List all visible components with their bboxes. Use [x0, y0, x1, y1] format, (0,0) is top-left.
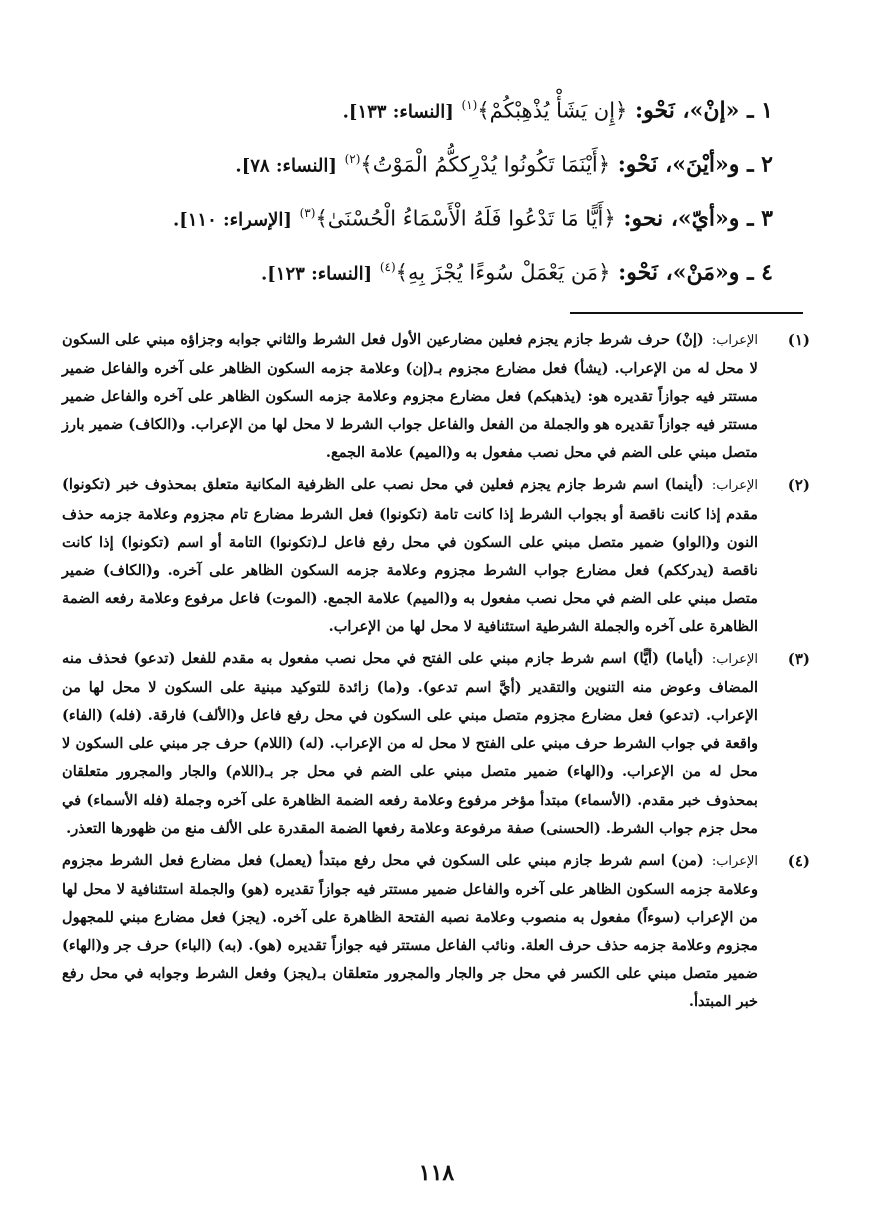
quran-verse: ﴿أَيْنَمَا تَكُونُوا يُدْرِككُّمُ الْمَوْتُ﴾: [360, 152, 611, 177]
example-word: و«أيْنَ»،: [665, 151, 740, 178]
example-nahw: نَحْو:: [618, 259, 658, 286]
example-nahw: نحو:: [623, 205, 664, 232]
example-number: ٢ ـ: [747, 151, 773, 178]
example-word: و«مَنْ»،: [665, 259, 740, 286]
example-word: «إنْ»،: [682, 97, 740, 124]
verse-reference: [النساء: ١٢٣].: [260, 263, 373, 285]
footnote-number: (٢): [787, 476, 810, 495]
footnote-number: (١): [787, 331, 810, 349]
example-number: ١ ـ: [747, 97, 773, 124]
quran-verse: ﴿إِن يَشَأْ يُذْهِبْكُمْ﴾: [477, 98, 628, 123]
footnote-separator: [570, 312, 803, 314]
footnote: [62, 847, 810, 1017]
example-nahw: نَحْو:: [635, 97, 675, 124]
footnote-body: [62, 471, 758, 641]
footnote-text: (أياما) (أيًّا) اسم شرط جازم مبني على الفتح في محل نصب مفعول به مقدم للفعل (تدعو) فحذف منه المضاف وعوض منه التنوين والتقدير (أيَّ اسم تدعو). و(ما) زائدة للتوكيد مبنية على السكون لا محل لها من الإعراب. (تدعو) فعل مضارع مجزوم متصل مبني على السكون في محل رفع فاعل و(الألف) فارقة. (فله) (الفاء) واقعة في جواب الشرط حرف مبني على الفتح لا محل له من الإعراب. (له) (اللام) حرف جر مبني على السكون لا محل له من الإعراب. و(الهاء) ضمير متصل مبني على الضم في محل جر بـ(اللام) والجار والمجرور متعلقان بمحذوف خبر مقدم. (الأسماء) مبتدأ مؤخر مرفوع وعلامة رفعه الضمة الظاهرة على آخره وجملة (فله الأسماء) في محل جزم جواب الشرط. (الحسنى) صفة مرفوعة وعلامة رفعها الضمة المقدرة على الألف منع من ظهورها التعذر.: [62, 650, 758, 837]
footnote-body: [62, 326, 758, 467]
footnote-marker: (٢): [344, 152, 361, 166]
footnote-number: (٤): [787, 851, 810, 870]
verse-reference: [النساء: ٧٨].: [235, 155, 337, 177]
examples-list: [53, 78, 773, 294]
example-number: ٤ ـ: [747, 259, 773, 286]
footnote-marker: (٣): [299, 206, 316, 220]
footnote-body: [62, 847, 758, 1017]
example-line: [53, 240, 773, 294]
irab-label: الإعراب:: [711, 333, 758, 348]
footnote-text: (إنْ) حرف شرط جازم يجزم فعلين مضارعين الأول فعل الشرط والثاني جوابه وجزاؤه مبني على السكون لا محل له من الإعراب. (يشأ) فعل مضارع مجزوم بـ(إن) وعلامة جزمه السكون الظاهر على آخره والفاعل ضمير مستتر فيه جوازاً تقديره هو: (يذهبكم) فعل مضارع مجزوم وعلامة جزمه السكون الظاهر على آخره والفاعل ضمير مستتر فيه جوازاً تقديره هو والجملة من الفعل والفاعل جواب الشرط لا محل لها من الإعراب. و(الكاف) ضمير بارز متصل مبني على الضم في محل نصب مفعول به و(الميم) علامة الجمع.: [62, 331, 758, 462]
example-number: ٣ ـ: [747, 205, 773, 232]
irab-label: الإعراب:: [711, 853, 758, 869]
footnote-text: (أينما) اسم شرط جازم يجزم فعلين في محل نصب على الظرفية المكانية متعلق بمحذوف خبر (تكونوا) مقدم إذا كانت ناقصة أو بجواب الشرط إذا كانت تامة (تكونوا) فعل الشرط مضارع تام مجزوم وعلامة جزمه حذف النون و(الواو) ضمير متصل مبني على السكون في محل رفع فاعل لـ(تكونوا) التامة أو اسم (تكونوا) إذا كانت ناقصة (يدرككم) فعل مضارع جواب الشرط مجزوم وعلامة جزمه السكون الظاهر على آخره. و(الكاف) ضمير متصل مبني على الضم في محل نصب مفعول به و(الميم) علامة الجمع. (الموت) فاعل مرفوع وعلامة رفعه الضمة الظاهرة على آخره والجملة الشرطية استئنافية لا محل لها من الإعراب.: [62, 476, 758, 635]
example-nahw: نَحْو:: [617, 151, 658, 178]
footnote-body: [62, 645, 758, 843]
quran-verse: ﴿مَن يَعْمَلْ سُوءًا يُجْزَ بِهِ﴾: [395, 260, 611, 285]
verse-reference: [الإسراء: ١١٠].: [172, 209, 292, 231]
footnotes: [62, 326, 810, 1020]
irab-label: الإعراب:: [711, 652, 758, 668]
example-line: [53, 186, 773, 240]
page-number: ١١٨: [418, 1160, 455, 1186]
example-word: و«أيّ»،: [670, 205, 740, 232]
footnote: [62, 471, 810, 641]
quran-verse: ﴿أَيًّا مَا تَدْعُوا فَلَهُ الْأَسْمَاءُ الْحُسْنَىٰ﴾: [315, 206, 616, 231]
footnote: [62, 645, 810, 843]
example-line: [53, 78, 773, 132]
footnote-marker: (١): [461, 98, 478, 112]
irab-label: الإعراب:: [711, 478, 758, 494]
footnote-text: (من) اسم شرط جازم مبني على السكون في محل رفع مبتدأ (يعمل) فعل مضارع فعل الشرط مجزوم وعلامة جزمه السكون الظاهر على آخره والفاعل ضمير مستتر فيه جوازاً تقديره (هو) والجملة استئنافية لا محل لها من الإعراب (سوءاً) مفعول به منصوب وعلامة نصبه الفتحة الظاهرة على آخره. (يجز) فعل مضارع مبني للمجهول مجزوم وعلامة جزمه حذف حرف العلة. ونائب الفاعل مستتر فيه جوازاً تقديره (هو). (به) (الباء) حرف جر و(الهاء) ضمير متصل مبني على الكسر في محل جر والجار والمجرور متعلقان بـ(يجز) وفعل الشرط وجوابه في محل رفع خبر المبتدأ.: [62, 851, 758, 1011]
footnote-marker: (٤): [379, 260, 396, 274]
footnote: [62, 326, 810, 467]
verse-reference: [النساء: ١٣٣].: [342, 101, 454, 123]
example-line: [53, 132, 773, 186]
footnote-number: (٣): [787, 650, 810, 669]
